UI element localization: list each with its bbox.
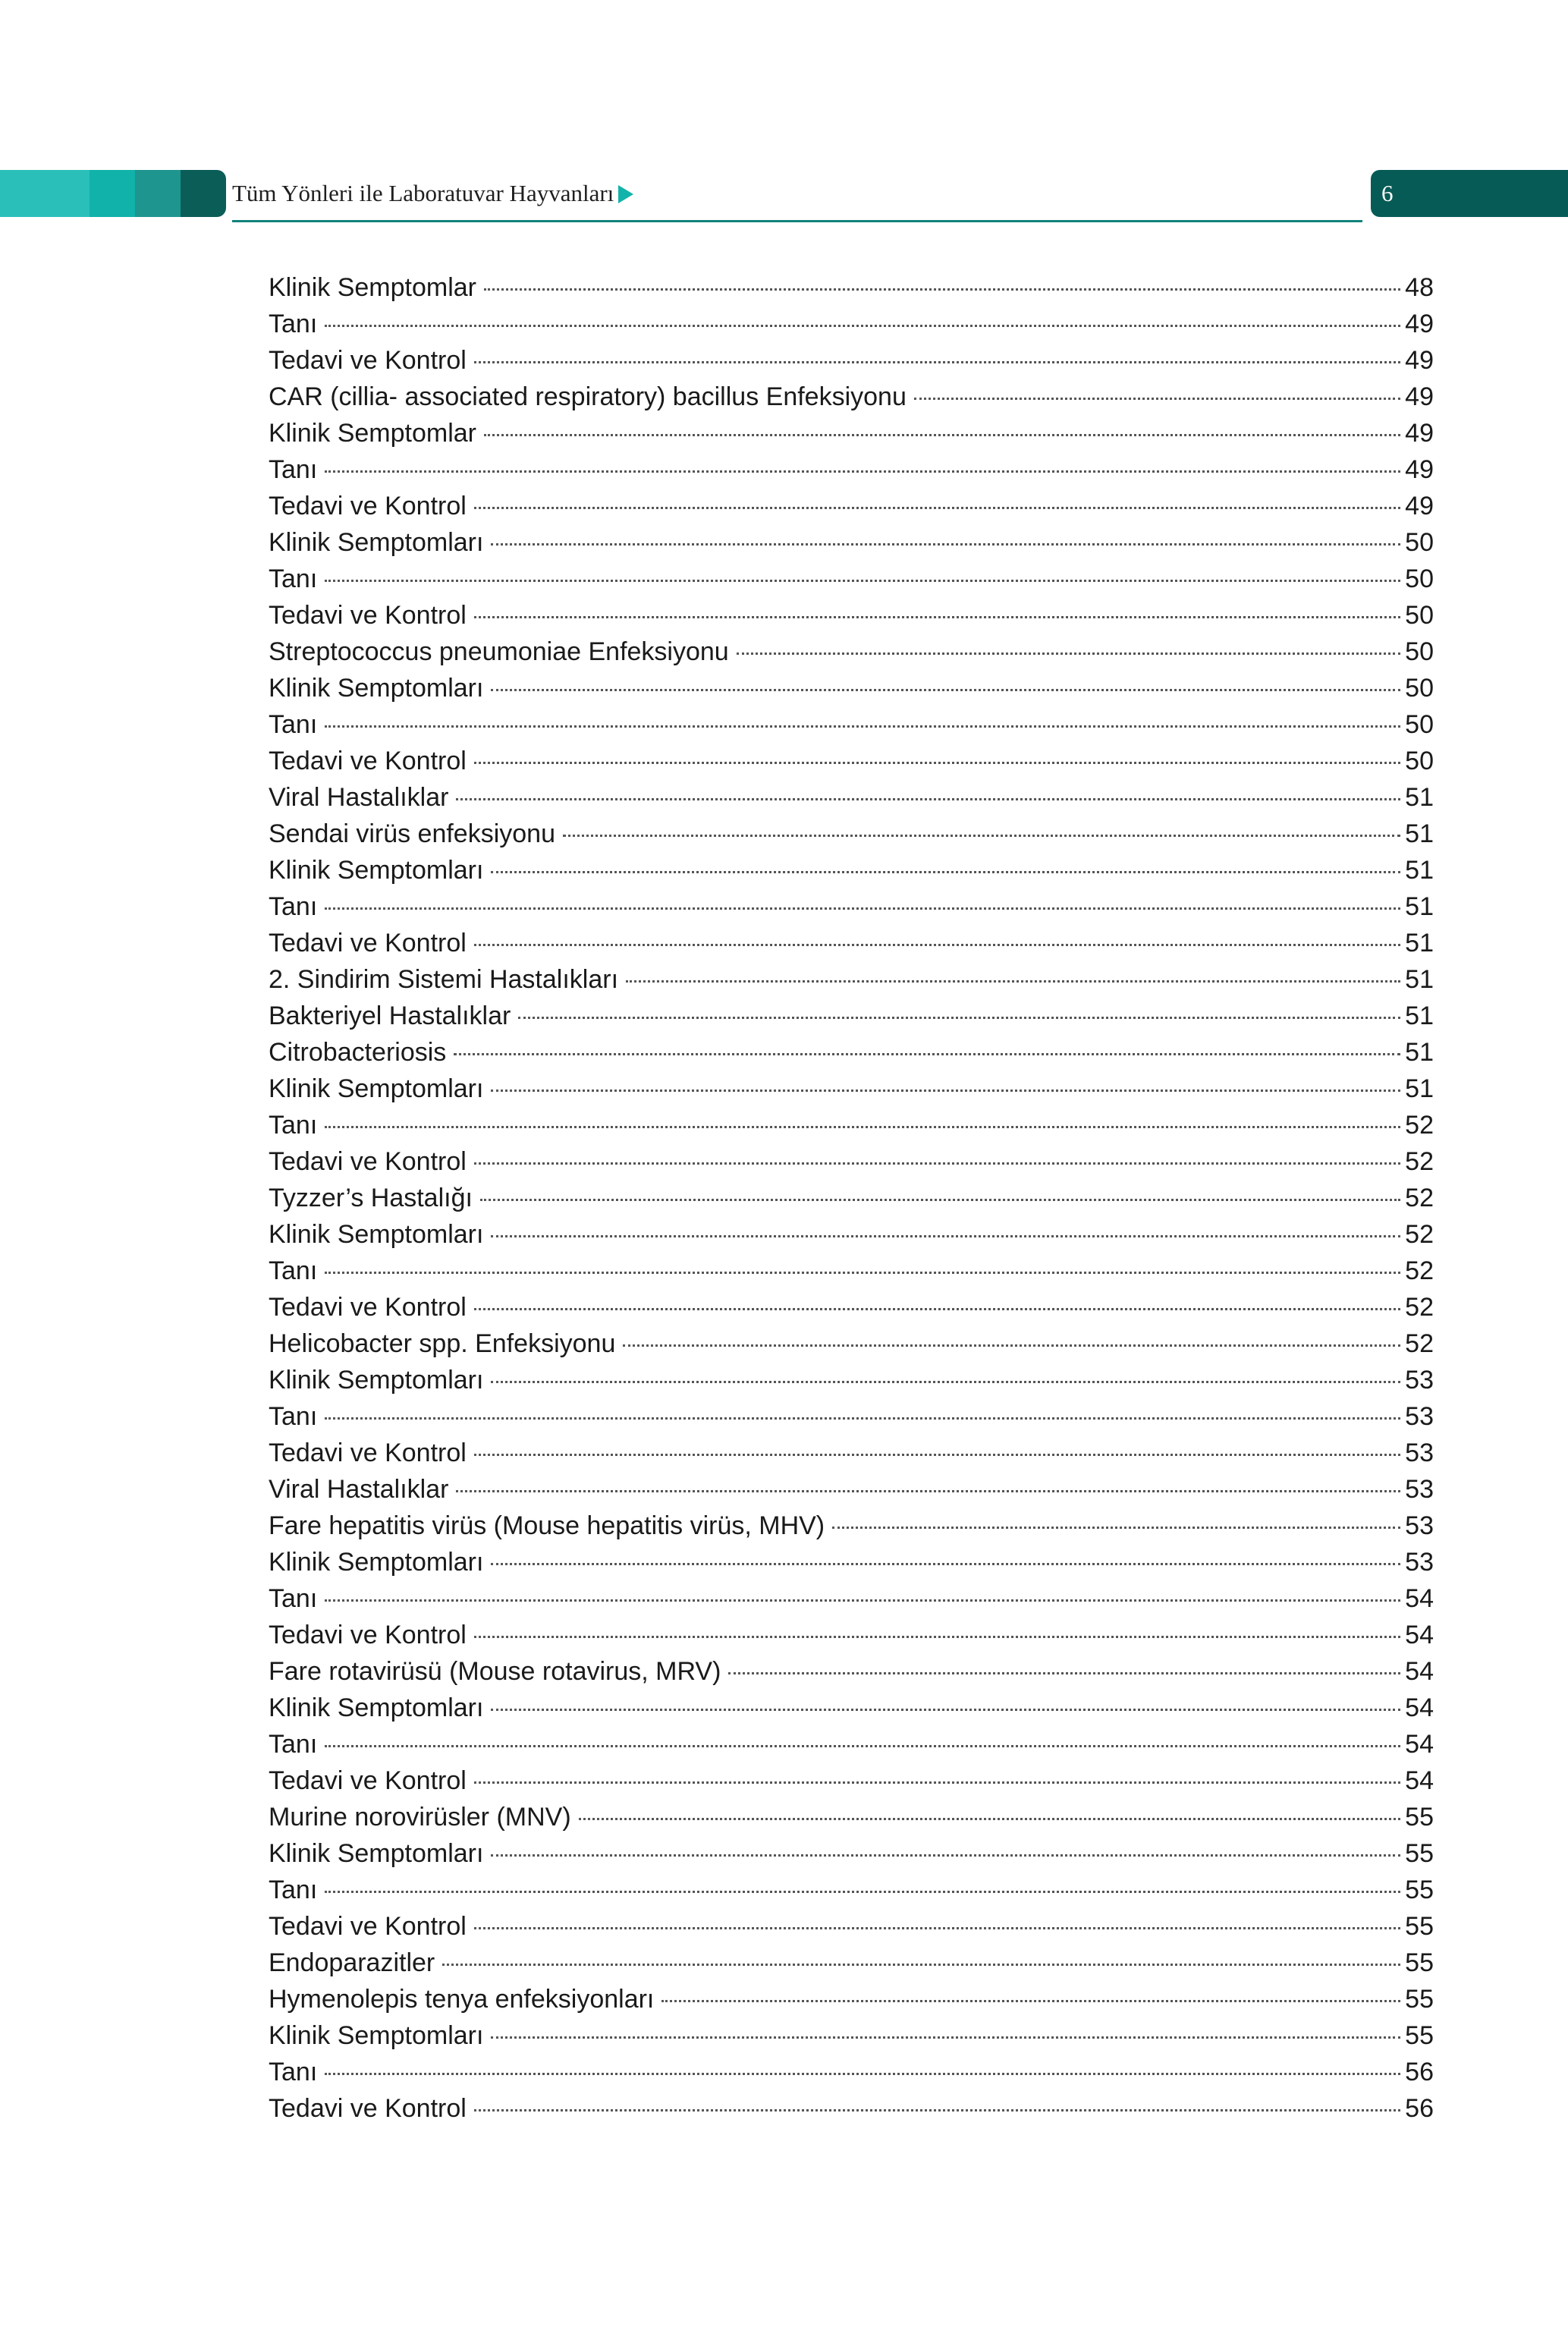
toc-entry-title: Tanı bbox=[269, 1876, 318, 1904]
dot-leader bbox=[518, 1017, 1400, 1019]
arrow-right-icon bbox=[618, 185, 633, 203]
toc-entry-title: Klinik Semptomları bbox=[269, 1548, 484, 1577]
toc-entry[interactable] bbox=[269, 2017, 1434, 2054]
toc-entry[interactable] bbox=[269, 415, 1434, 451]
dot-leader bbox=[914, 398, 1400, 400]
toc-entry[interactable] bbox=[269, 1945, 1434, 1981]
toc-entry-page: 52 bbox=[1405, 1147, 1434, 1176]
toc-entry-title: Tanı bbox=[269, 892, 318, 921]
dot-leader bbox=[484, 434, 1400, 436]
dot-leader bbox=[491, 1709, 1400, 1711]
toc-entry-title: Tedavi ve Kontrol bbox=[269, 747, 467, 775]
toc-entry[interactable] bbox=[269, 779, 1434, 816]
toc-entry-page: 48 bbox=[1405, 273, 1434, 302]
toc-entry[interactable] bbox=[269, 1289, 1434, 1325]
toc-entry-title: Fare rotavirüsü (Mouse rotavirus, MRV) bbox=[269, 1657, 721, 1686]
toc-entry-page: 53 bbox=[1405, 1439, 1434, 1467]
dot-leader bbox=[623, 1344, 1400, 1347]
toc-entry-title: Tanı bbox=[269, 1111, 318, 1140]
toc-entry-title: Tedavi ve Kontrol bbox=[269, 1912, 467, 1941]
toc-entry[interactable] bbox=[269, 670, 1434, 706]
toc-entry[interactable] bbox=[269, 1690, 1434, 1726]
running-title-text: Tüm Yönleri ile Laboratuvar Hayvanları bbox=[232, 180, 614, 206]
toc-entry[interactable] bbox=[269, 1726, 1434, 1762]
toc-entry-page: 55 bbox=[1405, 2021, 1434, 2050]
dot-leader bbox=[626, 980, 1400, 983]
dot-leader bbox=[491, 871, 1400, 873]
dot-leader bbox=[579, 1818, 1401, 1820]
dot-leader bbox=[491, 2036, 1400, 2039]
toc-entry-page: 50 bbox=[1405, 710, 1434, 739]
dot-leader bbox=[480, 1199, 1400, 1201]
toc-entry[interactable] bbox=[269, 816, 1434, 852]
dot-leader bbox=[491, 1090, 1400, 1092]
toc-entry-title: CAR (cillia- associated respiratory) bacillus Enfeksiyonu bbox=[269, 382, 907, 411]
dot-leader bbox=[325, 1745, 1400, 1747]
toc-entry-page: 50 bbox=[1405, 747, 1434, 775]
toc-entry-page: 54 bbox=[1405, 1621, 1434, 1649]
toc-entry-title: Tedavi ve Kontrol bbox=[269, 929, 467, 957]
toc-entry-title: Viral Hastalıklar bbox=[269, 783, 449, 812]
dot-leader bbox=[474, 2109, 1400, 2111]
dot-leader bbox=[454, 1053, 1400, 1055]
dot-leader bbox=[491, 689, 1400, 691]
toc-entry[interactable] bbox=[269, 888, 1434, 925]
toc-entry-title: Tyzzer’s Hastalığı bbox=[269, 1184, 473, 1212]
toc-entry-page: 51 bbox=[1405, 1074, 1434, 1103]
toc-entry-title: Fare hepatitis virüs (Mouse hepatitis virüs, MHV) bbox=[269, 1511, 825, 1540]
toc-entry-page: 56 bbox=[1405, 2058, 1434, 2086]
toc-entry-page: 49 bbox=[1405, 419, 1434, 448]
dot-leader bbox=[563, 835, 1400, 837]
toc-entry-page: 55 bbox=[1405, 1912, 1434, 1941]
toc-entry-title: Klinik Semptomlar bbox=[269, 419, 476, 448]
toc-entry-page: 49 bbox=[1405, 492, 1434, 520]
toc-entry-page: 50 bbox=[1405, 564, 1434, 593]
toc-entry-page: 51 bbox=[1405, 965, 1434, 994]
dot-leader bbox=[737, 652, 1400, 655]
dot-leader bbox=[728, 1672, 1400, 1674]
toc-entry-title: Tanı bbox=[269, 2058, 318, 2086]
toc-entry[interactable] bbox=[269, 961, 1434, 998]
toc-entry[interactable] bbox=[269, 1325, 1434, 1362]
dot-leader bbox=[661, 2000, 1400, 2002]
toc-entry-page: 55 bbox=[1405, 1803, 1434, 1832]
dot-leader bbox=[474, 1308, 1400, 1310]
toc-entry[interactable] bbox=[269, 1653, 1434, 1690]
toc-entry-title: Streptococcus pneumoniae Enfeksiyonu bbox=[269, 637, 729, 666]
toc-entry[interactable] bbox=[269, 1580, 1434, 1617]
table-of-contents bbox=[269, 269, 1434, 2127]
toc-entry-title: Klinik Semptomlar bbox=[269, 273, 476, 302]
toc-entry[interactable] bbox=[269, 1762, 1434, 1799]
dot-leader bbox=[474, 1927, 1400, 1929]
toc-entry-page: 53 bbox=[1405, 1511, 1434, 1540]
toc-entry-page: 52 bbox=[1405, 1111, 1434, 1140]
dot-leader bbox=[325, 2073, 1400, 2075]
dot-leader bbox=[456, 798, 1400, 800]
toc-entry-page: 54 bbox=[1405, 1693, 1434, 1722]
toc-entry-title: Tanı bbox=[269, 310, 318, 338]
toc-entry-page: 52 bbox=[1405, 1293, 1434, 1322]
toc-entry[interactable] bbox=[269, 925, 1434, 961]
toc-entry[interactable] bbox=[269, 2090, 1434, 2127]
toc-entry-title: Tedavi ve Kontrol bbox=[269, 1439, 467, 1467]
header-color-block bbox=[90, 170, 135, 217]
toc-entry-title: Tedavi ve Kontrol bbox=[269, 346, 467, 375]
toc-entry[interactable] bbox=[269, 1107, 1434, 1143]
toc-entry-page: 55 bbox=[1405, 1876, 1434, 1904]
toc-entry-title: Tedavi ve Kontrol bbox=[269, 492, 467, 520]
toc-entry-title: Klinik Semptomları bbox=[269, 674, 484, 703]
dot-leader bbox=[325, 1891, 1400, 1893]
toc-entry-page: 49 bbox=[1405, 382, 1434, 411]
toc-entry-page: 54 bbox=[1405, 1766, 1434, 1795]
toc-entry[interactable] bbox=[269, 524, 1434, 561]
toc-entry-title: Klinik Semptomları bbox=[269, 1839, 484, 1868]
toc-entry[interactable] bbox=[269, 1398, 1434, 1435]
toc-entry-page: 51 bbox=[1405, 1001, 1434, 1030]
toc-entry-title: Viral Hastalıklar bbox=[269, 1475, 449, 1504]
toc-entry[interactable] bbox=[269, 1508, 1434, 1544]
toc-entry[interactable] bbox=[269, 1180, 1434, 1216]
toc-entry-page: 52 bbox=[1405, 1220, 1434, 1249]
toc-entry-title: Klinik Semptomları bbox=[269, 856, 484, 885]
dot-leader bbox=[491, 1381, 1400, 1383]
toc-entry-page: 53 bbox=[1405, 1548, 1434, 1577]
toc-entry-title: Klinik Semptomları bbox=[269, 1074, 484, 1103]
toc-entry-title: Tedavi ve Kontrol bbox=[269, 1147, 467, 1176]
toc-entry[interactable] bbox=[269, 1071, 1434, 1107]
toc-entry[interactable] bbox=[269, 269, 1434, 306]
toc-entry-page: 55 bbox=[1405, 1985, 1434, 2014]
page-number: 6 bbox=[1381, 180, 1394, 206]
toc-entry[interactable] bbox=[269, 2054, 1434, 2090]
header-rule bbox=[232, 220, 1362, 222]
header-color-block bbox=[0, 170, 90, 217]
dot-leader bbox=[474, 1162, 1400, 1165]
toc-entry[interactable] bbox=[269, 634, 1434, 670]
toc-entry-title: Tedavi ve Kontrol bbox=[269, 1766, 467, 1795]
toc-entry-title: Tedavi ve Kontrol bbox=[269, 1621, 467, 1649]
dot-leader bbox=[474, 616, 1400, 618]
dot-leader bbox=[474, 944, 1400, 946]
toc-entry-page: 51 bbox=[1405, 892, 1434, 921]
toc-entry[interactable] bbox=[269, 743, 1434, 779]
toc-entry[interactable] bbox=[269, 1471, 1434, 1508]
dot-leader bbox=[456, 1490, 1400, 1492]
toc-entry-page: 53 bbox=[1405, 1402, 1434, 1431]
toc-entry[interactable] bbox=[269, 1835, 1434, 1872]
toc-entry[interactable] bbox=[269, 1872, 1434, 1908]
toc-entry[interactable] bbox=[269, 1253, 1434, 1289]
toc-entry[interactable] bbox=[269, 1034, 1434, 1071]
toc-entry-title: 2. Sindirim Sistemi Hastalıkları bbox=[269, 965, 619, 994]
toc-entry-title: Klinik Semptomları bbox=[269, 1366, 484, 1395]
toc-entry-title: Tanı bbox=[269, 1730, 318, 1759]
toc-entry-title: Klinik Semptomları bbox=[269, 528, 484, 557]
toc-entry-title: Helicobacter spp. Enfeksiyonu bbox=[269, 1329, 616, 1358]
dot-leader bbox=[474, 1781, 1400, 1784]
toc-entry[interactable] bbox=[269, 1908, 1434, 1945]
toc-entry-title: Klinik Semptomları bbox=[269, 1693, 484, 1722]
toc-entry-title: Tanı bbox=[269, 1256, 318, 1285]
dot-leader bbox=[474, 762, 1400, 764]
dot-leader bbox=[491, 1563, 1400, 1565]
toc-entry-title: Endoparazitler bbox=[269, 1948, 435, 1977]
page-number-badge bbox=[1371, 170, 1568, 217]
dot-leader bbox=[325, 470, 1400, 473]
toc-entry-page: 50 bbox=[1405, 528, 1434, 557]
toc-entry-title: Klinik Semptomları bbox=[269, 2021, 484, 2050]
toc-entry[interactable] bbox=[269, 597, 1434, 634]
toc-entry-page: 51 bbox=[1405, 783, 1434, 812]
toc-entry-page: 51 bbox=[1405, 856, 1434, 885]
toc-entry-page: 54 bbox=[1405, 1584, 1434, 1613]
toc-entry-page: 54 bbox=[1405, 1730, 1434, 1759]
dot-leader bbox=[474, 1454, 1400, 1456]
toc-entry-page: 49 bbox=[1405, 310, 1434, 338]
toc-entry[interactable] bbox=[269, 1981, 1434, 2017]
toc-entry-page: 53 bbox=[1405, 1475, 1434, 1504]
toc-entry[interactable] bbox=[269, 451, 1434, 488]
dot-leader bbox=[484, 288, 1400, 291]
toc-entry-page: 55 bbox=[1405, 1839, 1434, 1868]
toc-entry-page: 56 bbox=[1405, 2094, 1434, 2123]
dot-leader bbox=[491, 543, 1400, 546]
dot-leader bbox=[325, 1272, 1400, 1274]
dot-leader bbox=[325, 580, 1400, 582]
toc-entry[interactable] bbox=[269, 706, 1434, 743]
header-color-block bbox=[181, 170, 226, 217]
toc-entry-page: 51 bbox=[1405, 1038, 1434, 1067]
toc-entry[interactable] bbox=[269, 1435, 1434, 1471]
toc-entry-title: Citrobacteriosis bbox=[269, 1038, 447, 1067]
page-header bbox=[0, 170, 1568, 217]
toc-entry-title: Sendai virüs enfeksiyonu bbox=[269, 819, 556, 848]
dot-leader bbox=[474, 507, 1400, 509]
toc-entry-title: Klinik Semptomları bbox=[269, 1220, 484, 1249]
toc-entry-page: 54 bbox=[1405, 1657, 1434, 1686]
toc-entry-title: Tedavi ve Kontrol bbox=[269, 2094, 467, 2123]
dot-leader bbox=[474, 361, 1400, 363]
toc-entry-title: Murine norovirüsler (MNV) bbox=[269, 1803, 571, 1832]
toc-entry-title: Tedavi ve Kontrol bbox=[269, 1293, 467, 1322]
dot-leader bbox=[325, 1599, 1400, 1602]
dot-leader bbox=[325, 1417, 1400, 1420]
toc-entry[interactable] bbox=[269, 852, 1434, 888]
toc-entry[interactable] bbox=[269, 1216, 1434, 1253]
dot-leader bbox=[832, 1527, 1400, 1529]
toc-entry-page: 50 bbox=[1405, 637, 1434, 666]
toc-entry[interactable] bbox=[269, 998, 1434, 1034]
dot-leader bbox=[491, 1235, 1400, 1237]
toc-entry[interactable] bbox=[269, 1362, 1434, 1398]
toc-entry-page: 51 bbox=[1405, 929, 1434, 957]
toc-entry-title: Tanı bbox=[269, 710, 318, 739]
toc-entry-title: Bakteriyel Hastalıklar bbox=[269, 1001, 511, 1030]
toc-entry-title: Tanı bbox=[269, 564, 318, 593]
dot-leader bbox=[325, 907, 1400, 910]
toc-entry-page: 55 bbox=[1405, 1948, 1434, 1977]
running-title bbox=[232, 178, 633, 209]
toc-entry[interactable] bbox=[269, 1799, 1434, 1835]
dot-leader bbox=[325, 325, 1400, 327]
toc-entry[interactable] bbox=[269, 488, 1434, 524]
toc-entry-page: 51 bbox=[1405, 819, 1434, 848]
toc-entry-page: 53 bbox=[1405, 1366, 1434, 1395]
toc-entry[interactable] bbox=[269, 379, 1434, 415]
dot-leader bbox=[325, 725, 1400, 728]
toc-entry-title: Tanı bbox=[269, 455, 318, 484]
toc-entry[interactable] bbox=[269, 1617, 1434, 1653]
toc-entry-title: Tanı bbox=[269, 1402, 318, 1431]
toc-entry[interactable] bbox=[269, 306, 1434, 342]
toc-entry[interactable] bbox=[269, 1143, 1434, 1180]
dot-leader bbox=[325, 1126, 1400, 1128]
toc-entry-page: 52 bbox=[1405, 1329, 1434, 1358]
toc-entry-page: 49 bbox=[1405, 346, 1434, 375]
toc-entry-page: 50 bbox=[1405, 674, 1434, 703]
toc-entry-title: Tedavi ve Kontrol bbox=[269, 601, 467, 630]
header-color-block bbox=[135, 170, 181, 217]
toc-entry-page: 50 bbox=[1405, 601, 1434, 630]
toc-entry-page: 52 bbox=[1405, 1184, 1434, 1212]
toc-entry-page: 52 bbox=[1405, 1256, 1434, 1285]
dot-leader bbox=[474, 1636, 1400, 1638]
toc-entry[interactable] bbox=[269, 1544, 1434, 1580]
toc-entry[interactable] bbox=[269, 561, 1434, 597]
toc-entry[interactable] bbox=[269, 342, 1434, 379]
dot-leader bbox=[442, 1964, 1400, 1966]
toc-entry-page: 49 bbox=[1405, 455, 1434, 484]
dot-leader bbox=[491, 1854, 1400, 1857]
toc-entry-title: Hymenolepis tenya enfeksiyonları bbox=[269, 1985, 655, 2014]
toc-entry-title: Tanı bbox=[269, 1584, 318, 1613]
